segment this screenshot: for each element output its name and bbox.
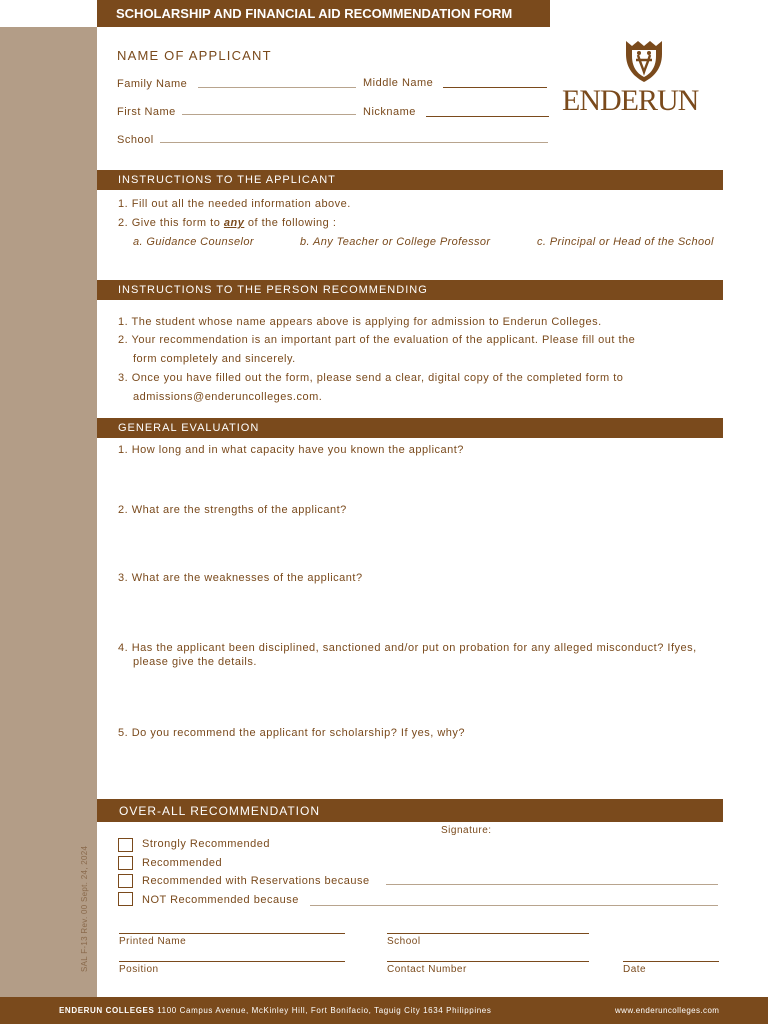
recommender-instruction-line: form completely and sincerely. [133,353,296,365]
recommender-school-label: School [387,936,421,947]
footer-website-link[interactable]: www.enderuncolleges.com [615,1006,720,1015]
signature-label: Signature: [441,825,492,836]
applicant-heading: NAME OF APPLICANT [117,48,272,63]
instructions-applicant-heading: INSTRUCTIONS TO THE APPLICANT [118,174,336,186]
general-evaluation-heading: GENERAL EVALUATION [118,422,260,434]
instructions-applicant-band [97,170,723,190]
applicant-instruction-1: 1. Fill out all the needed information above. [118,198,351,210]
logo-wordmark: ENDERUN [562,84,699,117]
middle-name-field[interactable] [443,87,547,88]
instruction-2-emphasis: any [223,217,245,229]
first-name-label: First Name [117,106,176,118]
recommended-label: Recommended [142,857,223,869]
not-recommended-checkbox[interactable] [118,892,133,906]
recommended-with-reservations-label: Recommended with Reservations because [142,875,370,887]
printed-name-label: Printed Name [119,936,187,947]
evaluation-question-4: 4. Has the applicant been disciplined, sanctioned and/or put on probation for any alleged misconduct? Ifyes, [118,642,697,654]
admissions-email: admissions@enderuncolleges.com. [133,391,323,403]
form-revision-note: SAL F-13 Rev. 00 Sept. 24, 2024 [80,845,89,972]
school-label: School [117,134,154,146]
strongly-recommended-checkbox[interactable] [118,838,133,852]
recommender-instruction-line: 1. The student whose name appears above is applying for admission to Enderun Colleges. [118,316,602,328]
position-label: Position [119,964,159,975]
enderun-logo [560,38,725,118]
instruction-2-prefix: 2. Give this form to [118,217,224,229]
evaluation-question-4-continued: please give the details. [133,656,257,668]
strongly-recommended-label: Strongly Recommended [142,838,271,850]
instruction-2-suffix: of the following : [244,217,337,229]
option-guidance-counselor: a. Guidance Counselor [133,236,254,248]
school-field[interactable] [160,142,548,143]
date-field[interactable] [623,961,719,962]
form-title: SCHOLARSHIP AND FINANCIAL AID RECOMMENDATION FORM [116,6,513,21]
middle-name-label: Middle Name [363,77,434,89]
date-label: Date [623,964,647,975]
not-recommended-label: NOT Recommended because [142,894,299,906]
evaluation-question-1: 1. How long and in what capacity have you known the applicant? [118,444,464,456]
recommender-instruction-line: 2. Your recommendation is an important part of the evaluation of the applicant. Please fill out the [118,334,636,346]
overall-recommendation-band [97,799,723,822]
footer-address-text: 1100 Campus Avenue, McKinley Hill, Fort Bonifacio, Taguig City 1634 Philippines [154,1006,492,1015]
footer-address [59,1006,491,1015]
recommended-with-reservations-checkbox[interactable] [118,874,133,888]
reservations-reason-field[interactable] [386,884,718,885]
contact-number-label: Contact Number [387,964,467,975]
option-principal-head: c. Principal or Head of the School [537,236,714,248]
position-field[interactable] [119,961,345,962]
applicant-instruction-2 [118,217,336,229]
family-name-field[interactable] [198,87,356,88]
instructions-recommender-band [97,280,723,300]
printed-name-field[interactable] [119,933,345,934]
nickname-field[interactable] [426,116,549,117]
general-evaluation-band [97,418,723,438]
first-name-field[interactable] [182,114,356,115]
family-name-label: Family Name [117,78,188,90]
evaluation-question-2: 2. What are the strengths of the applicant? [118,504,347,516]
contact-number-field[interactable] [387,961,589,962]
evaluation-question-3: 3. What are the weaknesses of the applicant? [118,572,363,584]
nickname-label: Nickname [363,106,416,118]
evaluation-question-5: 5. Do you recommend the applicant for scholarship? If yes, why? [118,727,465,739]
footer-bar [0,997,768,1024]
recommended-checkbox[interactable] [118,856,133,870]
overall-recommendation-heading: OVER-ALL RECOMMENDATION [119,804,321,818]
recommender-school-field[interactable] [387,933,589,934]
footer-org: ENDERUN COLLEGES [59,1006,155,1015]
not-recommended-reason-field[interactable] [310,905,718,906]
crest-icon [560,38,725,88]
recommender-instruction-line: 3. Once you have filled out the form, please send a clear, digital copy of the completed form to [118,372,624,384]
option-teacher-professor: b. Any Teacher or College Professor [300,236,491,248]
instructions-recommender-heading: INSTRUCTIONS TO THE PERSON RECOMMENDING [118,284,428,296]
